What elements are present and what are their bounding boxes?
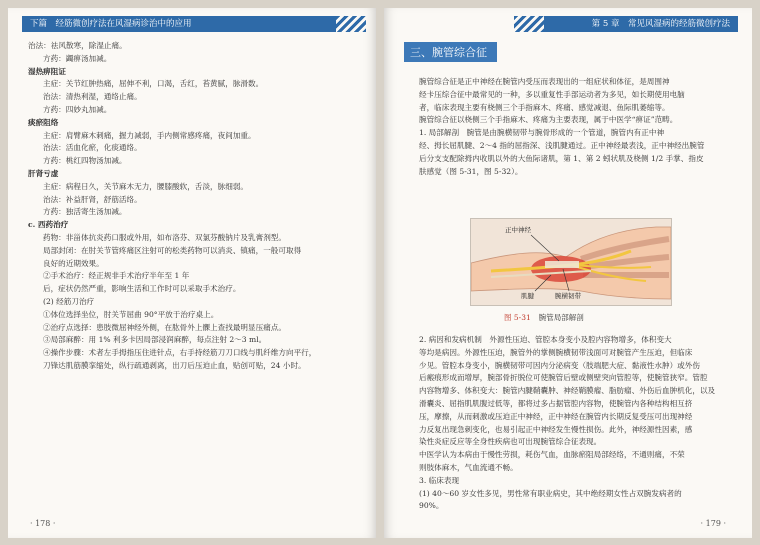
text-line: 方药：蠲痹汤加减。 [43,53,112,63]
text-line: 少见。管腔本身变小，腕横韧带可因内分泌病变（肢端肥大症、黏液性水肿）或外伤 [419,360,700,370]
text-line: 肝肾亏虚 [28,168,59,178]
figure-caption-number: 图 5-31 [504,313,531,322]
text-line: ③局部麻醉：用 1% 利多卡因局部浸润麻醉，每点注射 2～3 ml。 [43,335,267,345]
text-line: 刀锋达肌筋膜挛缩处，纵行疏通剥离，出刀后压迫止血，贴创可贴，24 小时。 [43,360,306,370]
wrist-anatomy-figure [470,218,672,306]
text-line: 治法：清热利湿，通络止痛。 [43,92,142,102]
text-line: 良好的近期效果。 [43,258,104,268]
text-line: 中医学认为本病由于慢性劳损，耗伤气血，血脉瘀阻局部经络，不通则痛，不荣 [419,450,685,460]
text-line: ②手术治疗：经正规非手术治疗半年至 1 年 [43,271,190,281]
text-line: 压，摩擦，从而刺激或压迫正中神经，正中神经在腕管内长期反复受压可出现神经 [419,411,693,421]
label-tendon: 肌腱 [521,292,534,300]
text-line: ④操作步骤：术者左手拇指压住进针点，右手持经筋刀刀口线与肌纤维方向平行， [43,348,317,358]
right-body-text-top [404,76,736,178]
text-line: (1) 40～60 岁女性多见，男性常有职业病史，其中绝经期女性占双腕发病者的 [419,488,682,498]
text-line: 力反复出现急刺变化，也易引起正中神经发生慢性损伤。此外，神经源性因素，感 [419,424,693,434]
text-line: 90%。 [419,501,444,511]
text-line: 湿热痹阻证 [28,66,66,76]
text-line: 染性炎症反应等全身性疾病也可出现腕管综合征表现。 [419,437,602,447]
text-line: 经卡压综合征中最常见的一种，多以重复性手部运动者为多见，如长期使用电脑 [419,89,685,99]
text-line: c. 西药治疗 [28,220,69,230]
header-stripe-decoration [336,16,366,32]
text-line: 则肢体麻木，气血流通不畅。 [419,462,518,472]
right-header-text: 第 5 章 常见风湿病的经筋微创疗法 [591,19,730,29]
figure-caption-text: 腕管局部解剖 [538,313,584,322]
text-line: 主症：关节红肿热痛，屈伸不利，口渴，舌红，苔黄腻，脉滑数。 [43,79,264,89]
text-line: 腕管综合征是正中神经在腕管内受压而表现出的一组症状和体征，是周围神 [419,77,670,86]
text-line: 滑囊炎、屈指肌肌腹过低等，都将过多占据管腔内容物，使腕管内各种结构相互挤 [419,398,693,408]
left-page-number: · 178 · [30,519,56,528]
text-line: 方药：桃红四物汤加减。 [43,156,127,166]
text-line: 痰瘀阻络 [28,117,59,127]
text-line: 内容物增多、体积变大：腕管内腱鞘囊肿、神经鞘膜瘤、脂肪瘤、外伤后血肿机化，以及 [419,386,716,396]
text-line: 2. 病因和发病机制 外源性压迫、管腔本身变小及腔内容物增多，体积变大 [419,335,672,344]
text-line: 1. 局部解剖 腕管是由腕横韧带与腕骨形成的一个管道，腕管内有正中神 [419,128,665,138]
label-median-nerve: 正中神经 [505,226,531,234]
left-header-text: 下篇 经筋微创疗法在风湿病诊治中的应用 [30,19,192,29]
text-line: 腕管综合征以桡侧三个手指麻木、疼痛为主要表现，属于中医学“痹证”范畴。 [419,115,678,125]
text-line: 后分支支配除拇内收肌以外的大鱼际诸肌，第 1、第 2 蚓状肌及桡侧 1/2 手掌、指皮 [419,153,704,163]
label-ligament: 腕横韧带 [555,292,581,300]
right-running-header [544,16,738,32]
right-body-text-bottom [404,334,736,513]
text-line: 局部封闭：在肘关节管疼痛区注射可的松类药物可以消炎、镇痛，一般可取得 [43,245,302,255]
header-stripe-decoration [514,16,544,32]
right-page [384,8,752,538]
left-body-text [28,40,360,373]
text-line: 后，症状仍然严重，影响生活和工作时可以采取手术治疗。 [43,284,241,294]
text-line: 药物：非甾体抗炎药口服或外用，如布洛芬、双氯芬酸钠片及乳膏剂型。 [43,232,286,242]
text-line: 者，临床表现主要有桡侧三个手指麻木、疼痛、感觉减退、鱼际肌萎缩等。 [419,102,670,112]
text-line: 治法：祛风散寒，除湿止痛。 [28,41,127,50]
text-line: 主症：肩臂麻木刺痛，握力减弱，手内侧常感疼痛，夜间加重。 [43,130,256,140]
text-line: (2) 经筋刀治疗 [43,296,95,306]
figure-caption [504,312,584,323]
text-line: 肤感觉（图 5-31，图 5-32）。 [419,166,523,176]
text-line: 方药：独活寄生汤加减。 [43,207,127,217]
right-page-number: · 179 · [700,519,726,528]
text-line: 方药：四妙丸加减。 [43,104,112,114]
text-line: 等均是病因。外源性压迫，腕管外的掌侧腕横韧带浅面可对腕管产生压迫，但临床 [419,347,693,357]
left-page [8,8,376,538]
text-line: 治法：活血化瘀，化痰通络。 [43,143,142,153]
left-running-header [22,16,336,32]
text-line: 主症：病程日久，关节麻木无力，腰膝酸软，舌淡，脉细弱。 [43,181,249,191]
text-line: 治法：补益肝肾，舒筋活络。 [43,194,142,204]
section-title: 三、腕管综合征 [404,42,497,62]
text-line: 经、拇长屈肌腱、2～4 指的屈指深、浅肌腱通过。正中神经最表浅，正中神经出腕管 [419,140,705,150]
text-line: 3. 临床表现 [419,475,460,485]
text-line: ①体位选择坐位，肘关节屈曲 90°平放于治疗桌上。 [43,309,219,319]
text-line: ②治疗点选择：患肢微屈神经外侧，在肱骨外上髁上查找最明显压痛点。 [43,322,286,332]
text-line: 后瘢痕形成而增厚，腕部骨折脱位可使腕管后壁或侧壁突向管腔等，使腕管狭窄。管腔 [419,373,708,383]
